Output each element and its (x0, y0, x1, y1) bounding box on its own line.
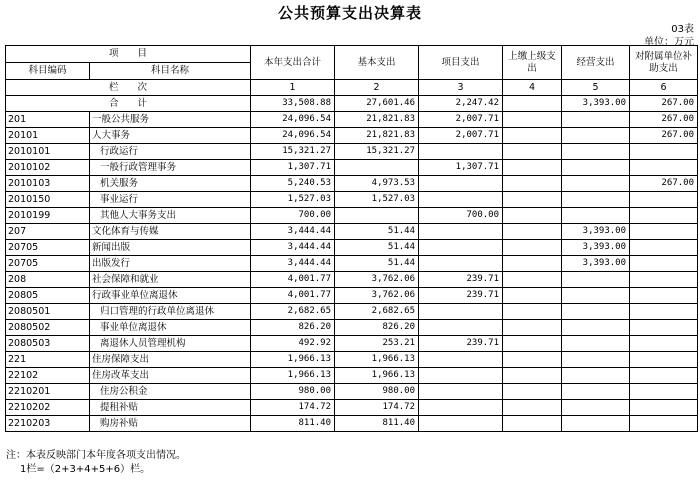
amount-cell (630, 144, 698, 160)
amount-cell: 174.72 (335, 400, 419, 416)
amount-cell: 2,682.65 (335, 304, 419, 320)
amount-cell (503, 352, 562, 368)
amount-cell: 51.44 (335, 224, 419, 240)
amount-cell (630, 336, 698, 352)
subject-code: 207 (6, 224, 90, 240)
amount-cell (503, 224, 562, 240)
amount-cell (503, 304, 562, 320)
table-row (6, 320, 698, 336)
amount-cell: 3,393.00 (562, 256, 630, 272)
amount-cell (562, 400, 630, 416)
total-value-1: 33,508.88 (251, 96, 335, 112)
amount-cell (503, 240, 562, 256)
subject-code: 2210203 (6, 416, 90, 432)
amount-cell (419, 256, 503, 272)
table-row (6, 112, 698, 128)
amount-cell (630, 224, 698, 240)
amount-cell (335, 208, 419, 224)
amount-cell: 3,393.00 (562, 240, 630, 256)
notes (6, 449, 186, 477)
table-row (6, 128, 698, 144)
amount-cell: 3,444.44 (251, 256, 335, 272)
amount-cell: 1,527.03 (335, 192, 419, 208)
row-label-header: 栏 次 (6, 80, 251, 96)
table-row (6, 400, 698, 416)
subject-name: 行政事业单位离退休 (90, 288, 251, 304)
subject-name: 人大事务 (90, 128, 251, 144)
table-row (6, 272, 698, 288)
table-row (6, 192, 698, 208)
total-header: 本年支出合计 (251, 46, 335, 80)
col-num-1: 1 (251, 80, 335, 96)
amount-cell (503, 112, 562, 128)
operating-header: 经营支出 (562, 46, 630, 80)
amount-cell: 3,762.06 (335, 272, 419, 288)
table-row (6, 384, 698, 400)
amount-cell (630, 384, 698, 400)
amount-cell: 21,821.83 (335, 128, 419, 144)
amount-cell (630, 320, 698, 336)
col-num-4: 4 (503, 80, 562, 96)
amount-cell: 267.00 (630, 112, 698, 128)
subject-name: 社会保障和就业 (90, 272, 251, 288)
amount-cell (419, 144, 503, 160)
unit-label: 单位：万元 (644, 37, 694, 48)
subject-name: 住房公积金 (90, 384, 251, 400)
subject-code: 2080501 (6, 304, 90, 320)
amount-cell (562, 288, 630, 304)
amount-cell: 980.00 (251, 384, 335, 400)
table-row (6, 352, 698, 368)
amount-cell (630, 416, 698, 432)
subject-name: 离退休人员管理机构 (90, 336, 251, 352)
total-value-3: 2,247.42 (419, 96, 503, 112)
subject-name: 住房改革支出 (90, 368, 251, 384)
subject-code: 2010150 (6, 192, 90, 208)
amount-cell (562, 160, 630, 176)
subject-code: 201 (6, 112, 90, 128)
amount-cell: 239.71 (419, 336, 503, 352)
amount-cell (562, 176, 630, 192)
subject-code: 2080503 (6, 336, 90, 352)
amount-cell: 1,966.13 (335, 352, 419, 368)
amount-cell: 253.21 (335, 336, 419, 352)
subject-code: 2210202 (6, 400, 90, 416)
amount-cell (562, 384, 630, 400)
amount-cell (503, 144, 562, 160)
amount-cell (419, 416, 503, 432)
amount-cell (503, 384, 562, 400)
amount-cell (503, 320, 562, 336)
subject-name: 归口管理的行政单位离退休 (90, 304, 251, 320)
amount-cell: 2,682.65 (251, 304, 335, 320)
col-num-2: 2 (335, 80, 419, 96)
amount-cell (630, 192, 698, 208)
subject-code: 22102 (6, 368, 90, 384)
amount-cell (562, 416, 630, 432)
item-group-header: 项 目 (6, 46, 251, 63)
amount-cell: 24,096.54 (251, 112, 335, 128)
amount-cell: 3,762.06 (335, 288, 419, 304)
table-row (6, 288, 698, 304)
basic-header: 基本支出 (335, 46, 419, 80)
amount-cell (503, 160, 562, 176)
amount-cell: 1,966.13 (251, 352, 335, 368)
amount-cell: 2,007.71 (419, 112, 503, 128)
amount-cell (503, 176, 562, 192)
amount-cell: 15,321.27 (335, 144, 419, 160)
total-value-6: 267.00 (630, 96, 698, 112)
amount-cell: 4,001.77 (251, 288, 335, 304)
subject-name: 提租补贴 (90, 400, 251, 416)
amount-cell: 1,307.71 (251, 160, 335, 176)
subject-name: 行政运行 (90, 144, 251, 160)
amount-cell (562, 304, 630, 320)
table-row (6, 224, 698, 240)
table-row (6, 416, 698, 432)
amount-cell: 15,321.27 (251, 144, 335, 160)
col-num-3: 3 (419, 80, 503, 96)
subject-code: 20101 (6, 128, 90, 144)
amount-cell (630, 368, 698, 384)
amount-cell: 24,096.54 (251, 128, 335, 144)
expenditure-table (5, 45, 698, 432)
amount-cell: 700.00 (419, 208, 503, 224)
amount-cell (419, 176, 503, 192)
amount-cell: 1,966.13 (335, 368, 419, 384)
name-header: 科目名称 (90, 63, 251, 80)
subject-code: 20805 (6, 288, 90, 304)
amount-cell (419, 240, 503, 256)
subject-code: 221 (6, 352, 90, 368)
amount-cell (562, 208, 630, 224)
amount-cell: 51.44 (335, 240, 419, 256)
subject-code: 2010102 (6, 160, 90, 176)
amount-cell (630, 240, 698, 256)
amount-cell (419, 320, 503, 336)
amount-cell (562, 128, 630, 144)
amount-cell (562, 320, 630, 336)
subject-name: 文化体育与传媒 (90, 224, 251, 240)
amount-cell (630, 160, 698, 176)
code-header: 科目编码 (6, 63, 90, 80)
amount-cell (562, 192, 630, 208)
subject-name: 事业单位离退休 (90, 320, 251, 336)
amount-cell (503, 128, 562, 144)
amount-cell (335, 160, 419, 176)
subject-name: 新闻出版 (90, 240, 251, 256)
amount-cell (562, 336, 630, 352)
page-title: 公共预算支出决算表 (277, 4, 422, 22)
amount-cell: 3,393.00 (562, 224, 630, 240)
amount-cell (419, 400, 503, 416)
subject-code: 2010101 (6, 144, 90, 160)
amount-cell: 21,821.83 (335, 112, 419, 128)
amount-cell (503, 272, 562, 288)
amount-cell (630, 304, 698, 320)
subject-name: 其他人大事务支出 (90, 208, 251, 224)
amount-cell: 1,307.71 (419, 160, 503, 176)
total-label: 合 计 (6, 96, 251, 112)
amount-cell: 4,001.77 (251, 272, 335, 288)
amount-cell: 826.20 (251, 320, 335, 336)
amount-cell (630, 352, 698, 368)
subject-name: 一般行政管理事务 (90, 160, 251, 176)
table-row (6, 144, 698, 160)
amount-cell (419, 224, 503, 240)
amount-cell (630, 208, 698, 224)
amount-cell (419, 368, 503, 384)
subject-code: 20705 (6, 240, 90, 256)
amount-cell: 5,240.53 (251, 176, 335, 192)
subsidy-header: 对附属单位补助支出 (630, 46, 698, 80)
table-row (6, 160, 698, 176)
amount-cell: 267.00 (630, 176, 698, 192)
amount-cell: 1,966.13 (251, 368, 335, 384)
total-value-2: 27,601.46 (335, 96, 419, 112)
amount-cell: 826.20 (335, 320, 419, 336)
amount-cell: 980.00 (335, 384, 419, 400)
amount-cell (503, 192, 562, 208)
amount-cell (630, 288, 698, 304)
amount-cell: 239.71 (419, 272, 503, 288)
subject-code: 2010103 (6, 176, 90, 192)
amount-cell: 51.44 (335, 256, 419, 272)
amount-cell: 1,527.03 (251, 192, 335, 208)
amount-cell (503, 416, 562, 432)
amount-cell (503, 288, 562, 304)
amount-cell (503, 400, 562, 416)
col-num-5: 5 (562, 80, 630, 96)
subject-name: 机关服务 (90, 176, 251, 192)
amount-cell (419, 192, 503, 208)
amount-cell: 4,973.53 (335, 176, 419, 192)
subject-code: 2080502 (6, 320, 90, 336)
total-value-4 (503, 96, 562, 112)
total-row (6, 96, 698, 112)
subject-code: 2010199 (6, 208, 90, 224)
amount-cell (630, 256, 698, 272)
table-code: 03表 (671, 24, 694, 35)
amount-cell: 3,444.44 (251, 240, 335, 256)
project-header: 项目支出 (419, 46, 503, 80)
amount-cell (419, 304, 503, 320)
upper-header: 上缴上级支出 (503, 46, 562, 80)
amount-cell: 811.40 (251, 416, 335, 432)
table-row (6, 208, 698, 224)
subject-code: 208 (6, 272, 90, 288)
subject-name: 出版发行 (90, 256, 251, 272)
subject-name: 购房补贴 (90, 416, 251, 432)
amount-cell (419, 384, 503, 400)
amount-cell (503, 336, 562, 352)
amount-cell (562, 144, 630, 160)
amount-cell (503, 208, 562, 224)
amount-cell (630, 272, 698, 288)
amount-cell (562, 272, 630, 288)
note-line-2: 1栏=（2+3+4+5+6）栏。 (20, 464, 151, 475)
amount-cell (503, 368, 562, 384)
subject-code: 2210201 (6, 384, 90, 400)
table-row (6, 304, 698, 320)
amount-cell: 811.40 (335, 416, 419, 432)
amount-cell: 267.00 (630, 128, 698, 144)
amount-cell (562, 112, 630, 128)
amount-cell: 2,007.71 (419, 128, 503, 144)
subject-code: 20705 (6, 256, 90, 272)
table-row (6, 336, 698, 352)
amount-cell: 492.92 (251, 336, 335, 352)
subject-name: 住房保障支出 (90, 352, 251, 368)
amount-cell (419, 352, 503, 368)
amount-cell: 700.00 (251, 208, 335, 224)
note-line-1: 注：本表反映部门本年度各项支出情况。 (6, 450, 186, 461)
table-row (6, 368, 698, 384)
amount-cell: 239.71 (419, 288, 503, 304)
subject-name: 事业运行 (90, 192, 251, 208)
table-row (6, 240, 698, 256)
table-row (6, 256, 698, 272)
amount-cell (562, 368, 630, 384)
subject-name: 一般公共服务 (90, 112, 251, 128)
amount-cell (562, 352, 630, 368)
total-value-5: 3,393.00 (562, 96, 630, 112)
amount-cell: 3,444.44 (251, 224, 335, 240)
amount-cell: 174.72 (251, 400, 335, 416)
amount-cell (630, 400, 698, 416)
col-num-6: 6 (630, 80, 698, 96)
amount-cell (503, 256, 562, 272)
table-row (6, 176, 698, 192)
